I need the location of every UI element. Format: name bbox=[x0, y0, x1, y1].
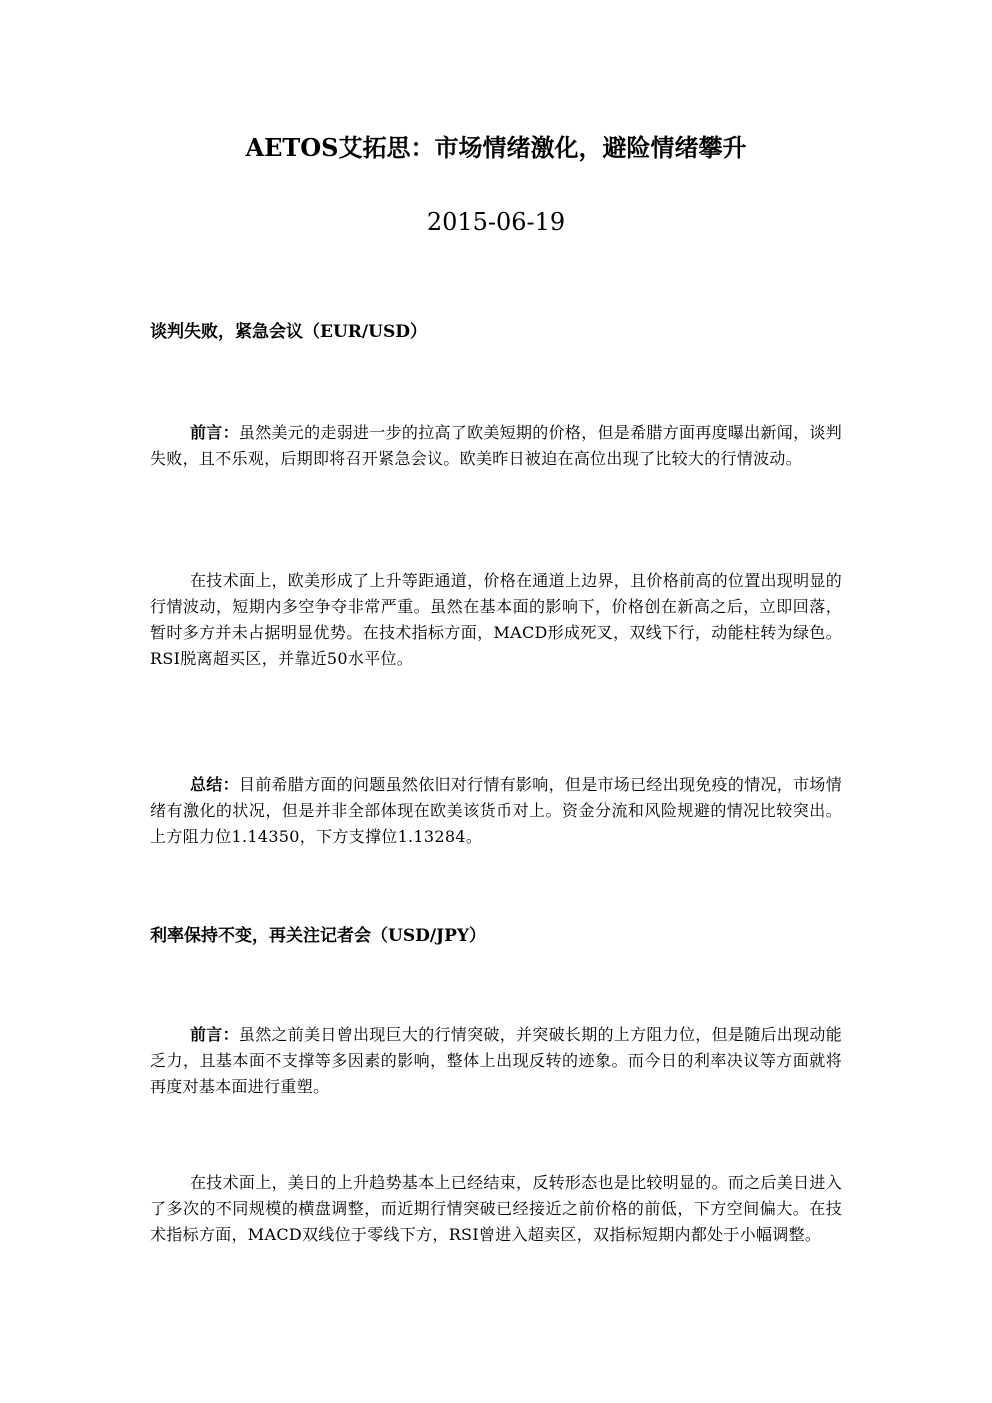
paragraph-lead-label: 前言： bbox=[190, 1025, 239, 1044]
paragraph-text: 目前希腊方面的问题虽然依旧对行情有影响，但是市场已经出现免疫的情况，市场情绪有激化的状况，但是并非全部体现在欧美该货币对上。资金分流和风险规避的情况比较突出。上方阻力位1.14350，下方支撑位1.13284。 bbox=[150, 775, 843, 846]
paragraph-text: 在技术面上，美日的上升趋势基本上已经结束，反转形态也是比较明显的。而之后美日进入了多次的不同规模的横盘调整，而近期行情突破已经接近之前价格的前低，下方空间偏大。在技术指标方面，MACD双线位于零线下方，RSI曾进入超卖区，双指标短期内都处于小幅调整。 bbox=[150, 1173, 843, 1244]
paragraph-text: 在技术面上，欧美形成了上升等距通道，价格在通道上边界，且价格前高的位置出现明显的行情波动，短期内多空争夺非常严重。虽然在基本面的影响下，价格创在新高之后，立即回落，暂时多方并未占据明显优势。在技术指标方面，MACD形成死叉，双线下行，动能柱转为绿色。RSI脱离超买区，并靠近50水平位。 bbox=[150, 571, 843, 668]
paragraph-lead-label: 总结： bbox=[190, 775, 239, 794]
page-title: AETOS艾拓思：市场情绪激化，避险情绪攀升 bbox=[245, 133, 747, 162]
paragraph-lead-label: 前言： bbox=[190, 423, 239, 442]
page-date: 2015-06-19 bbox=[426, 208, 566, 236]
paragraph-text: 虽然美元的走弱进一步的拉高了欧美短期的价格，但是希腊方面再度曝出新闻，谈判失败，且不乐观，后期即将召开紧急会议。欧美昨日被迫在高位出现了比较大的行情波动。 bbox=[150, 423, 843, 468]
paragraph-usdjpy-intro bbox=[150, 1022, 842, 1100]
section-heading-usdjpy: 利率保持不变，再关注记者会（USD/JPY） bbox=[150, 926, 487, 946]
paragraph-eurusd-technical bbox=[150, 568, 842, 672]
paragraph-eurusd-summary bbox=[150, 772, 842, 850]
paragraph-eurusd-intro bbox=[150, 420, 842, 472]
paragraph-text: 虽然之前美日曾出现巨大的行情突破，并突破长期的上方阻力位，但是随后出现动能乏力，且基本面不支撑等多因素的影响，整体上出现反转的迹象。而今日的利率决议等方面就将再度对基本面进行重塑。 bbox=[150, 1025, 843, 1096]
section-heading-eurusd: 谈判失败，紧急会议（EUR/USD） bbox=[150, 322, 427, 342]
paragraph-usdjpy-technical bbox=[150, 1170, 842, 1248]
